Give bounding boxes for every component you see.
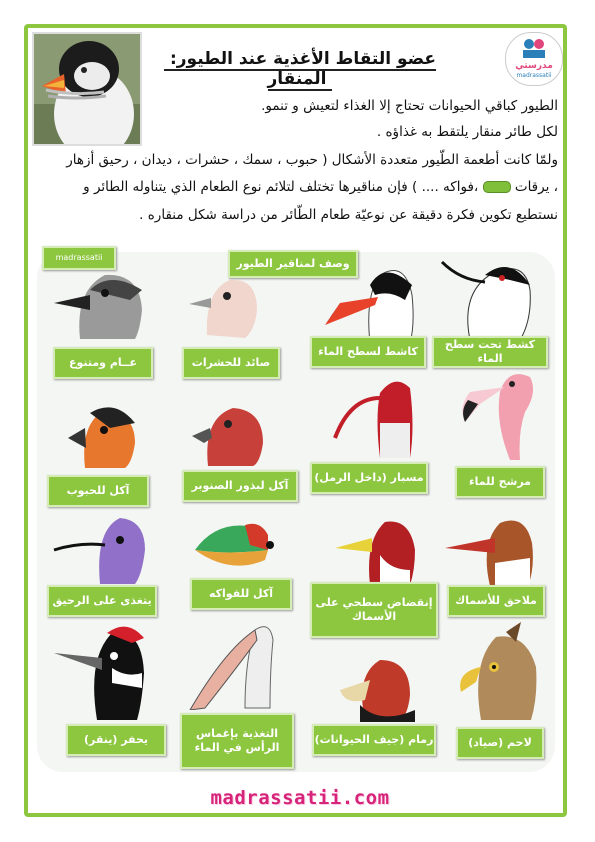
intro-line-1: الطيور كباقي الحيوانات تحتاج إلا الغذاء لتعيش و تنمو.: [261, 98, 558, 114]
flamingo-head: [450, 362, 540, 462]
intro-line-3: ولمّا كانت أطعمة الطّيور متعددة الأشكال ( حبوب ، سمك ، حشرات ، ديدان ، رحيق أزهار: [66, 152, 558, 168]
beak-label-14: رمام (جيف الحيوانات): [312, 724, 436, 756]
intro-line-5: نستطيع تكوين فكرة دقيقة عن نوعيّة طعام الطّائر من دراسة شكل منقاره .: [139, 207, 558, 223]
beak-label-7: آكل لبذور الصنوبر: [182, 470, 298, 502]
toucan-head: [190, 515, 280, 577]
beak-label-16: يحفر (ينقر): [66, 724, 166, 756]
beak-label-10: إنقضاض سطحي على الأسماك: [310, 582, 438, 638]
caterpillar-icon: [483, 181, 511, 193]
hawk-head: [446, 622, 542, 722]
beak-label-15: التغذية بإغماس الرأس في الماء: [180, 713, 294, 769]
vulture-head: [330, 650, 420, 722]
skimmer-head: [320, 255, 420, 345]
panel-title: وصف لمناقير الطيور: [228, 250, 358, 278]
beak-label-2: كاشط لسطح الماء: [310, 336, 426, 368]
merganser-head: [440, 508, 540, 588]
ibis-head: [320, 368, 420, 460]
panel-corner-tag: madrassatii: [42, 246, 116, 270]
crow-head: [50, 265, 150, 340]
tern-head: [330, 510, 420, 586]
intro-line-2: لكل طائر منقار يلتقط به غذاؤه .: [376, 124, 558, 140]
intro-line-4: [40, 177, 558, 197]
beak-label-3: صائد للحشرات: [182, 347, 280, 379]
footer-site: madrassatii.com: [210, 787, 390, 809]
beak-label-4: عــام ومتنوع: [53, 347, 153, 379]
logo-site: madrassatii: [516, 72, 552, 79]
beak-label-5: مرشح للماء: [455, 466, 545, 498]
site-logo: [505, 32, 563, 86]
hummingbird-head: [50, 510, 150, 586]
woodpecker-head: [52, 618, 152, 722]
crossbill-head: [188, 398, 268, 468]
page-title: عضو التقاط الأغذية عند الطيور: المنقار: [150, 49, 450, 79]
finch-head: [60, 398, 140, 470]
beak-label-8: آكل للحبوب: [47, 475, 149, 507]
pelican-head: [185, 610, 275, 710]
beak-label-6: مسبار (داخل الرمل): [310, 462, 428, 494]
logo-brand: مدرستي: [515, 61, 553, 71]
intro-line-4-start: ، يرقات: [514, 179, 558, 195]
beak-label-11: آكل للفواكه: [190, 578, 292, 610]
beak-label-9: ملاحق للأسماك: [447, 585, 545, 617]
beak-label-13: لاحم (صياد): [456, 727, 544, 759]
beak-label-12: يتغذى على الرحيق: [47, 585, 157, 617]
intro-line-4-end: ،فواكه .... ) فإن مناقيرها تختلف لتلائم نوع الطعام الذي يتناوله الطائر و: [83, 179, 479, 195]
flycatcher-head: [185, 270, 265, 340]
beak-label-1: كشط تحت سطح الماء: [432, 336, 548, 368]
avocet-head: [440, 250, 540, 342]
